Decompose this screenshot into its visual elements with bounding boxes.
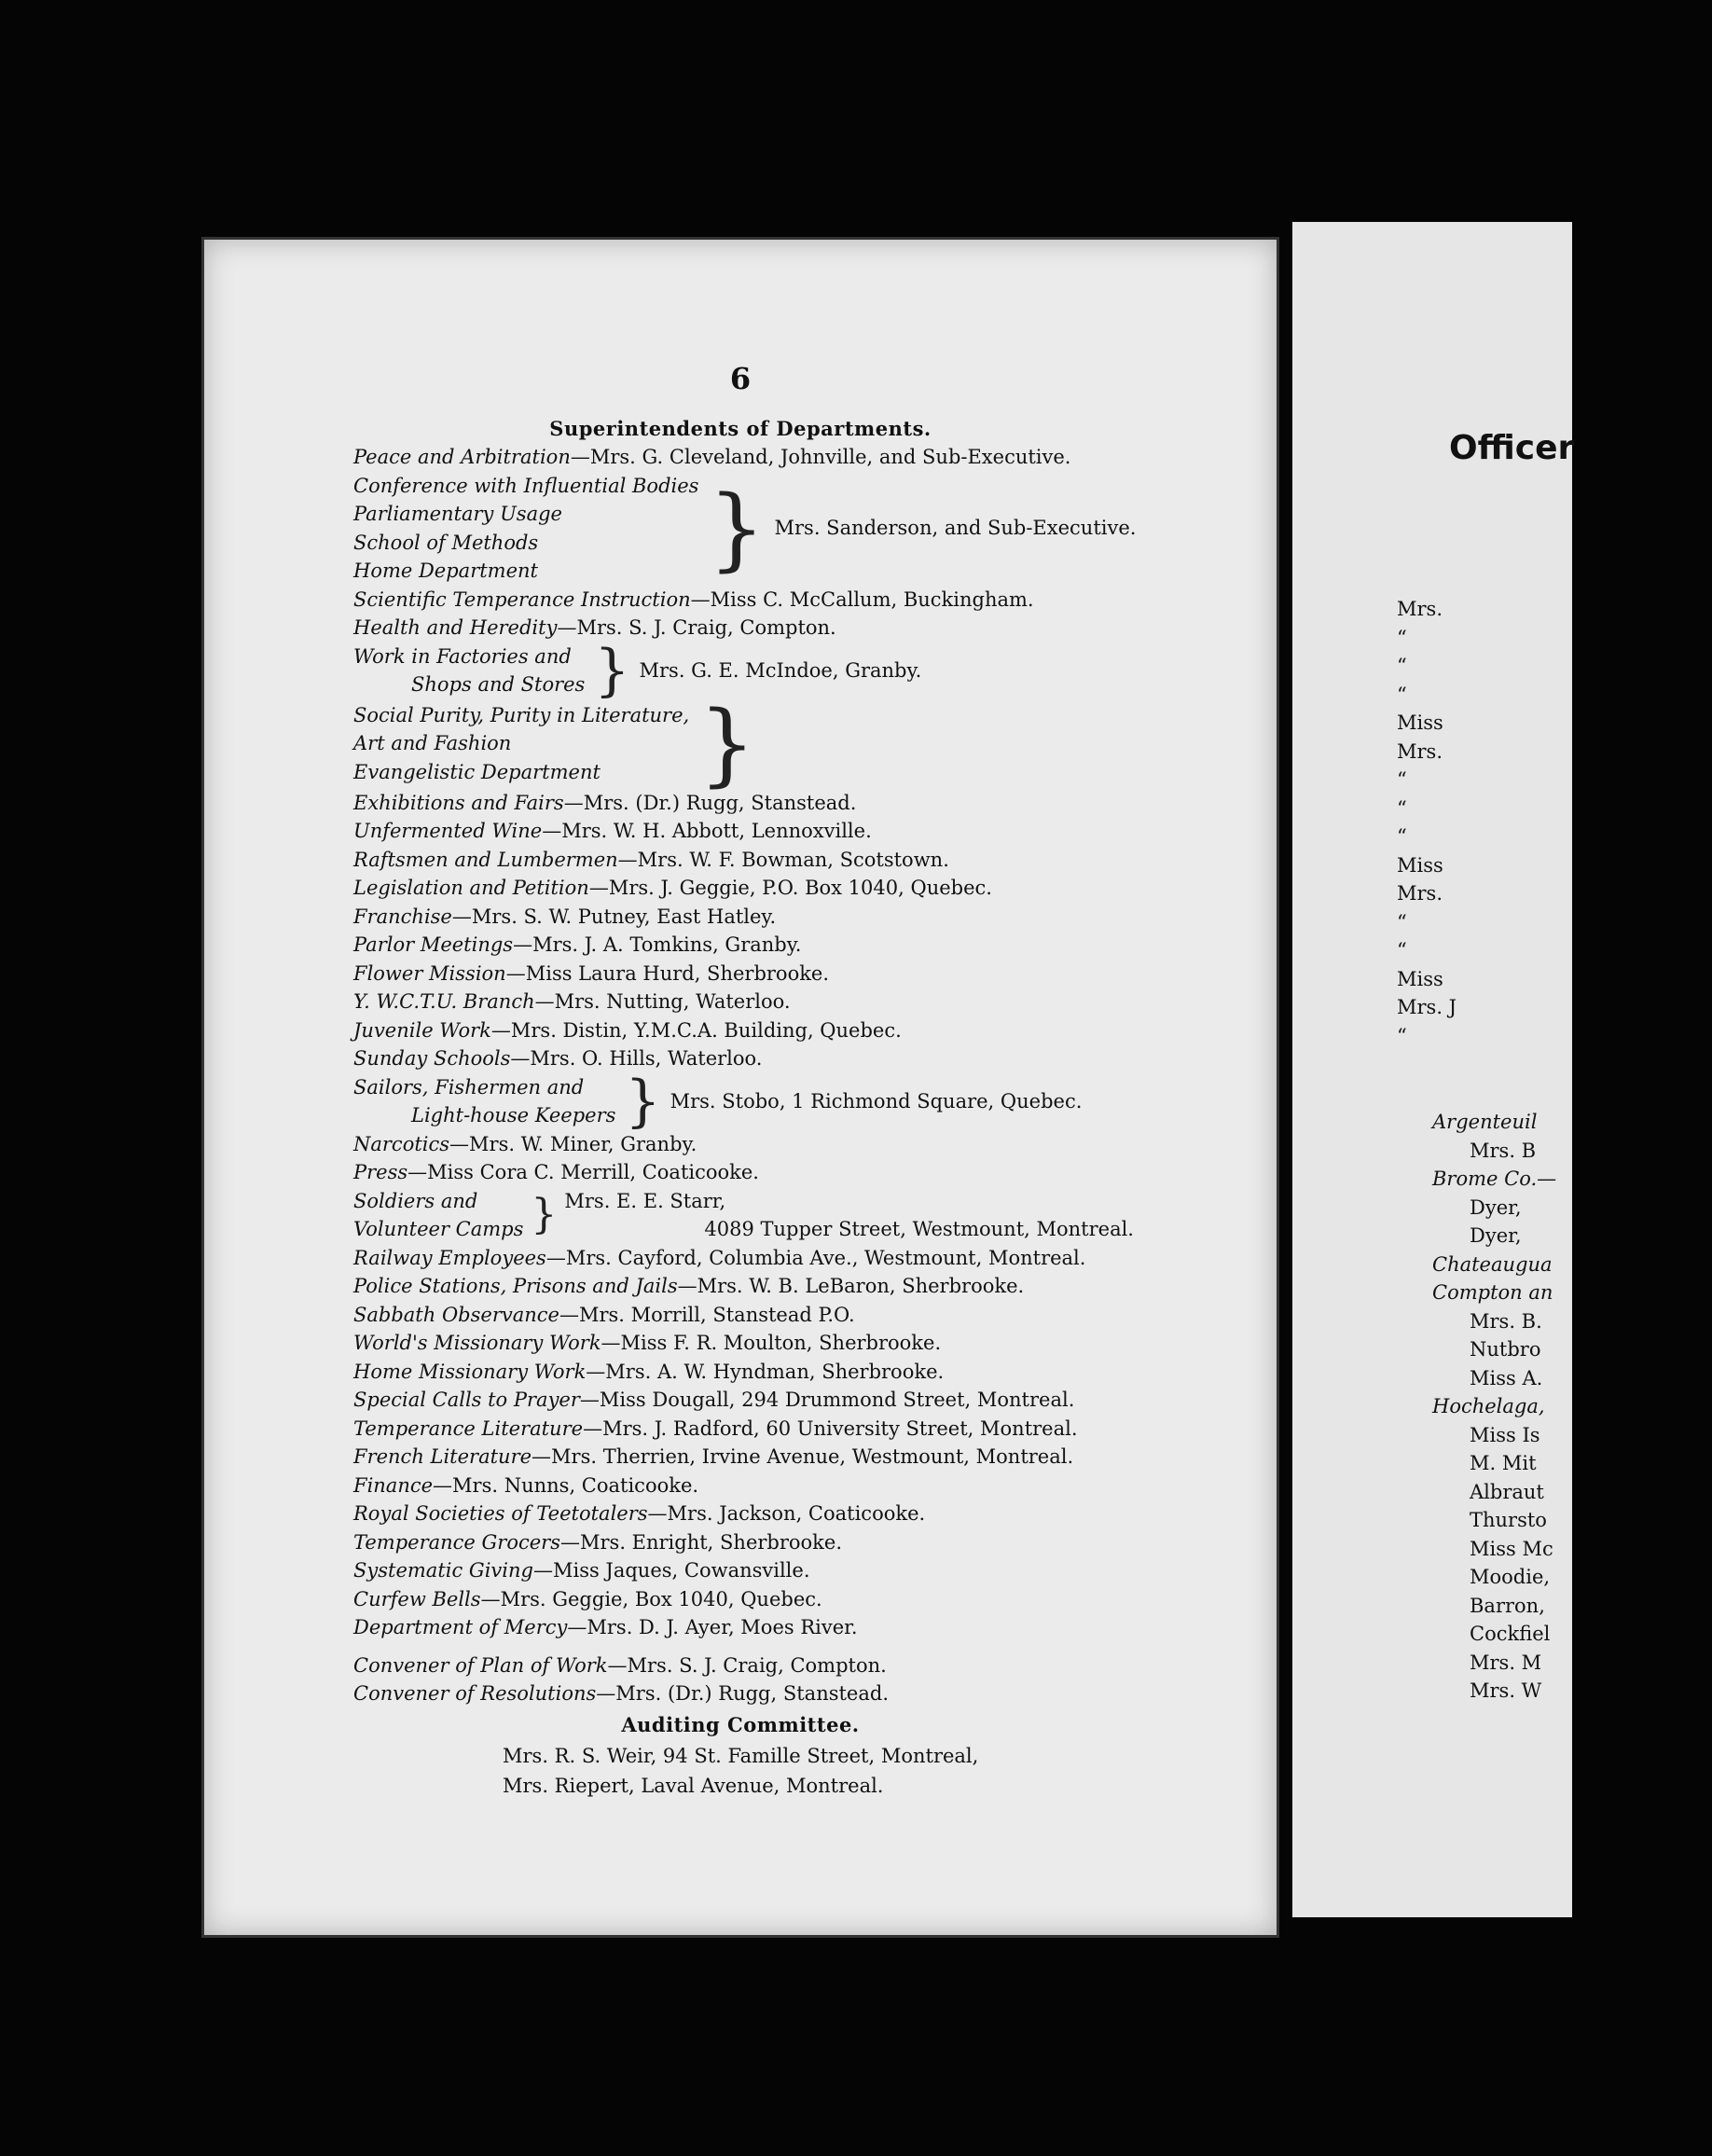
list-item: M. Mit [1470, 1452, 1537, 1474]
brace: } [625, 1069, 661, 1134]
list-item: Exhibitions and Fairs—Mrs. (Dr.) Rugg, Stanstead. [353, 791, 857, 814]
list-item: Peace and Arbitration—Mrs. G. Cleveland, Johnville, and Sub-Executive. [353, 446, 1071, 468]
list-item: Albraut [1470, 1480, 1544, 1503]
right-page-districts [1432, 1108, 1712, 1706]
auditing-heading: Auditing Committee. [621, 1713, 860, 1736]
list-item: Mrs. [1397, 598, 1443, 620]
list-item: Temperance Literature—Mrs. J. Radford, 60 University Street, Montreal. [353, 1417, 1078, 1440]
list-item: Mrs. B [1470, 1139, 1537, 1162]
right-page [1292, 222, 1575, 1917]
list-item: Special Calls to Prayer—Miss Dougall, 294 Drummond Street, Montreal. [353, 1389, 1075, 1411]
list-item: Mrs. Riepert, Laval Avenue, Montreal. [503, 1775, 884, 1797]
list-item: Conference with Influential Bodies [353, 474, 699, 497]
list-item: Chateaugua [1432, 1252, 1553, 1276]
list-item: Sabbath Observance—Mrs. Morrill, Stanstead P.O. [353, 1303, 855, 1326]
list-item: Home Department [353, 560, 538, 582]
list-item: Parliamentary Usage [353, 503, 562, 525]
list-item: Dyer, [1470, 1195, 1522, 1219]
list-item: Mrs. R. S. Weir, 94 St. Famille Street, Montreal, [503, 1745, 979, 1767]
list-item: Sailors, Fishermen and [353, 1075, 585, 1099]
list-item: Compton an [1432, 1281, 1553, 1304]
list-item: Moodie, [1470, 1566, 1551, 1588]
list-item: Mrs. [1397, 882, 1443, 905]
list-item: School of Methods [353, 531, 539, 554]
list-item: Raftsmen and Lumbermen—Mrs. W. F. Bowman, Scotstown. [353, 848, 949, 871]
list-item: Department of Mercy—Mrs. D. J. Ayer, Moes River. [353, 1616, 858, 1638]
list-item: Scientific Temperance Instruction—Miss C. McCallum, Buckingham. [353, 587, 1034, 611]
group-purity [353, 691, 1239, 796]
list-item: Miss A. [1470, 1366, 1543, 1389]
list-item: Press—Miss Cora C. Merrill, Coaticooke. [353, 1161, 759, 1183]
list-item: Miss [1397, 967, 1443, 990]
auditing-list [503, 1741, 978, 1801]
group-sailors [353, 1069, 1239, 1134]
right-page-title: Officer [1449, 429, 1575, 467]
list-item: Dyer, [1470, 1224, 1522, 1247]
list-item: Miss Mc [1470, 1537, 1553, 1560]
list-item: Police Stations, Prisons and Jails—Mrs. W. B. LeBaron, Sherbrooke. [353, 1275, 1025, 1297]
group-soldiers [353, 1187, 1239, 1244]
list-item: Light-house Keepers [411, 1104, 616, 1126]
list-item: Railway Employees—Mrs. Cayford, Columbia Ave., Westmount, Montreal. [353, 1246, 1086, 1269]
brace: } [531, 1191, 558, 1238]
list-item: Nutbro [1470, 1338, 1541, 1361]
list-item: “ [1397, 683, 1407, 706]
group-officer: Mrs. E. E. Starr, [564, 1189, 726, 1212]
list-item: Franchise—Mrs. S. W. Putney, East Hatley. [353, 905, 777, 928]
list-item: World's Missionary Work—Miss F. R. Moulton, Sherbrooke. [353, 1332, 942, 1354]
group-officer: Mrs. Sanderson, and Sub-Executive. [774, 517, 1137, 540]
group-officer: Mrs. Stobo, 1 Richmond Square, Quebec. [670, 1089, 1083, 1113]
brace: } [708, 476, 766, 581]
group-factories [353, 638, 1239, 703]
group-address: 4089 Tupper Street, Westmount, Montreal. [704, 1218, 1134, 1240]
departments-list [353, 443, 1239, 1708]
list-item: Curfew Bells—Mrs. Geggie, Box 1040, Quebec. [353, 1587, 822, 1610]
list-item: Work in Factories and [353, 644, 572, 668]
list-item: Juvenile Work—Mrs. Distin, Y.M.C.A. Building, Quebec. [353, 1018, 902, 1042]
list-item: Thursto [1470, 1509, 1547, 1531]
list-item: Temperance Grocers—Mrs. Enright, Sherbrooke. [353, 1530, 843, 1554]
list-item: Unfermented Wine—Mrs. W. H. Abbott, Lennoxville. [353, 820, 872, 842]
list-item: Health and Heredity—Mrs. S. J. Craig, Compton. [353, 616, 836, 639]
list-item: Social Purity, Purity in Literature, [353, 703, 690, 726]
list-item: Systematic Giving—Miss Jaques, Cowansville. [353, 1559, 810, 1582]
list-item: Barron, [1470, 1594, 1545, 1617]
list-item: Mrs. W [1470, 1679, 1542, 1702]
list-item: Cockfiel [1470, 1623, 1551, 1645]
list-item: Convener of Plan of Work—Mrs. S. J. Craig, Compton. [353, 1653, 887, 1677]
list-item: Flower Mission—Miss Laura Hurd, Sherbrooke. [353, 961, 830, 985]
list-item: Brome Co.— [1432, 1168, 1557, 1190]
brace: } [594, 638, 630, 703]
brace: } [698, 691, 756, 796]
list-item: “ [1397, 655, 1407, 677]
list-item: French Literature—Mrs. Therrien, Irvine Avenue, Westmount, Montreal. [353, 1445, 1074, 1468]
list-item: Legislation and Petition—Mrs. J. Geggie, P.O. Box 1040, Quebec. [353, 877, 992, 899]
list-item: Argenteuil [1432, 1111, 1538, 1133]
list-item: Convener of Resolutions—Mrs. (Dr.) Rugg, Stanstead. [353, 1682, 889, 1705]
list-item: “ [1397, 939, 1407, 961]
departments-heading: Superintendents of Departments. [549, 417, 932, 440]
group-officer: Mrs. G. E. McIndoe, Granby. [639, 658, 922, 682]
list-item: Shops and Stores [411, 673, 586, 696]
list-item: Soldiers and [353, 1189, 478, 1212]
list-item: Miss [1397, 712, 1443, 734]
list-item: Miss Is [1470, 1423, 1540, 1446]
list-item: Narcotics—Mrs. W. Miner, Granby. [353, 1132, 697, 1155]
list-item: “ [1397, 626, 1407, 649]
list-item: “ [1397, 910, 1407, 933]
list-item: Evangelistic Department [353, 760, 601, 783]
list-item: Parlor Meetings—Mrs. J. A. Tomkins, Granby. [353, 933, 802, 956]
list-item: Mrs. B. [1470, 1309, 1542, 1333]
list-item: Volunteer Camps [353, 1218, 524, 1240]
list-item: Y. W.C.T.U. Branch—Mrs. Nutting, Waterloo. [353, 990, 791, 1013]
list-item: “ [1397, 796, 1407, 820]
list-item: “ [1397, 825, 1407, 848]
list-item: Sunday Schools—Mrs. O. Hills, Waterloo. [353, 1047, 763, 1070]
list-item: Home Missionary Work—Mrs. A. W. Hyndman, Sherbrooke. [353, 1360, 945, 1383]
list-item: Mrs. [1397, 739, 1443, 763]
list-item: “ [1397, 1024, 1407, 1047]
list-item: Royal Societies of Teetotalers—Mrs. Jackson, Coaticooke. [353, 1502, 926, 1525]
list-item: Finance—Mrs. Nunns, Coaticooke. [353, 1473, 699, 1497]
list-item: Hochelaga, [1432, 1395, 1545, 1417]
list-item: Mrs. J [1397, 996, 1457, 1018]
list-item: Art and Fashion [353, 732, 512, 755]
right-page-officers [1397, 595, 1677, 1050]
group-sanderson [353, 472, 1239, 586]
page-number: 6 [729, 361, 752, 396]
list-item: “ [1397, 768, 1407, 791]
list-item: Mrs. M [1470, 1651, 1542, 1674]
left-page [201, 237, 1279, 1938]
list-item: Miss [1397, 853, 1443, 877]
